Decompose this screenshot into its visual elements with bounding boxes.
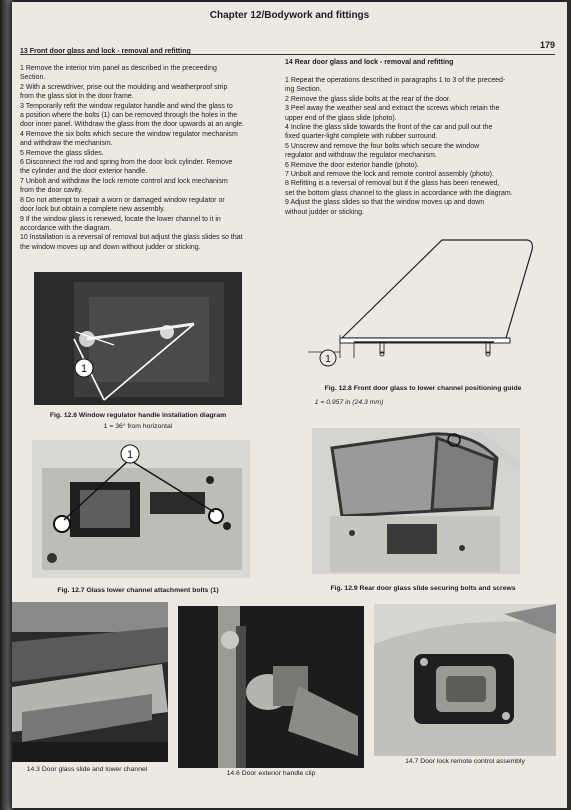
- right-section-body: [285, 76, 560, 217]
- fig-12-8-callout: 1: [325, 354, 331, 365]
- photo-14-6: [178, 606, 364, 768]
- photo-14-3-caption: 14.3 Door glass slide and lower channel: [26, 766, 148, 773]
- text-line: door lock but obtain a complete new assembly.: [20, 206, 166, 214]
- text-line: ing Section.: [285, 86, 322, 94]
- text-line: and withdraw the mechanism.: [20, 140, 113, 148]
- text-line: 6 Disconnect the rod and spring from the door lock cylinder. Remove: [20, 159, 233, 167]
- page-number: 179: [539, 40, 555, 50]
- text-line: 2 With a screwdriver, prise out the moulding and weatherproof strip: [20, 83, 228, 91]
- text-line: 7 Unbolt and withdraw the lock remote control and lock mechanism: [20, 177, 228, 185]
- photo-14-6-caption: 14.6 Door exterior handle clip: [226, 770, 316, 777]
- text-line: upper end of the glass slide (photo).: [285, 114, 397, 122]
- fig-12-6-subcaption: 1 = 36° from horizontal: [103, 423, 173, 430]
- text-line: 3 Temporarily refit the window regulator handle and wind the glass to: [20, 102, 233, 110]
- text-line: without judder or sticking.: [285, 208, 364, 216]
- text-line: set the bottom glass channel to the glass in accordance with the diagram.: [285, 189, 513, 197]
- left-section-title: 13 Front door glass and lock - removal and refitting: [20, 48, 191, 55]
- text-line: regulator and withdraw the regulator mechanism.: [285, 152, 437, 160]
- photo-14-3: [12, 602, 168, 762]
- fig-12-7-caption: Fig. 12.7 Glass lower channel attachment bolts (1): [57, 587, 219, 594]
- text-line: 9 Adjust the glass slides so that the window moves up and down: [285, 199, 485, 207]
- text-line: 5 Unscrew and remove the four bolts which secure the window: [285, 142, 480, 150]
- text-line: from the glass slot in the door frame.: [20, 93, 134, 101]
- text-line: 4 Incline the glass slide towards the front of the car and pull out the: [285, 124, 493, 132]
- text-line: Section.: [20, 74, 46, 82]
- text-line: 4 Remove the six bolts which secure the window regulator mechanism: [20, 130, 238, 138]
- text-line: 3 Peel away the weather seal and extract the screws which retain the: [285, 105, 500, 113]
- left-section-body: [20, 64, 280, 252]
- fig-12-6-caption: Fig. 12.6 Window regulator handle installation diagram: [49, 412, 227, 419]
- manual-page: [12, 2, 567, 808]
- text-line: 1 Remove the interior trim panel as described in the preceeding: [20, 65, 217, 72]
- text-line: the cylinder and the door exterior handle.: [20, 168, 148, 176]
- text-line: 10 Installation is a reversal of removal but adjust the glass slides so that: [20, 234, 243, 242]
- fig-12-7-callout: 1: [126, 449, 134, 461]
- fig-12-9-photo: [312, 428, 520, 574]
- text-line: accordance with the diagram.: [20, 224, 112, 232]
- fig-12-9-caption: Fig. 12.9 Rear door glass slide securing bolts and screws: [330, 585, 516, 592]
- right-section-title: 14 Rear door glass and lock - removal and refitting: [285, 59, 454, 66]
- text-line: 5 Remove the glass slides.: [20, 149, 104, 157]
- text-line: 6 Remove the door exterior handle (photo).: [285, 161, 419, 169]
- text-line: door inner panel. Withdraw the glass from the door upwards at an angle.: [20, 121, 245, 129]
- text-line: 8 Refitting is a reversal of removal but if the glass has been renewed,: [285, 180, 500, 188]
- fig-12-6-photo: [34, 272, 242, 405]
- text-line: 9 If the window glass is renewed, locate the lower channel to it in: [20, 215, 221, 223]
- fig-12-7-photo: [32, 440, 250, 578]
- photo-14-7-caption: 14.7 Door lock remote control assembly: [405, 758, 525, 765]
- text-line: a position where the bolts (1) can be removed through the holes in the: [20, 112, 238, 120]
- fig-12-6-callout: 1: [80, 363, 88, 375]
- text-line: the window moves up and down without judder or sticking.: [20, 243, 201, 251]
- fig-12-8-diagram: [294, 230, 552, 370]
- fig-12-8-subcaption: 1 = 0.957 in (24.3 mm): [314, 399, 384, 406]
- text-line: 1 Repeat the operations described in paragraphs 1 to 3 of the preceed-: [285, 77, 506, 84]
- chapter-header: Chapter 12/Bodywork and fittings: [209, 10, 370, 21]
- text-line: from the door cavity.: [20, 187, 83, 195]
- text-line: 2 Remove the glass slide bolts at the rear of the door.: [285, 95, 451, 103]
- text-line: 8 Do not attempt to repair a worn or damaged window regulator or: [20, 196, 225, 204]
- text-line: fixed quarter-light complete with rubber surround.: [285, 133, 438, 141]
- photo-14-7: [374, 604, 556, 756]
- fig-12-8-caption: Fig. 12.8 Front door glass to lower channel positioning guide: [324, 385, 522, 392]
- text-line: 7 Unbolt and remove the lock and remote control assembly (photo).: [285, 171, 494, 179]
